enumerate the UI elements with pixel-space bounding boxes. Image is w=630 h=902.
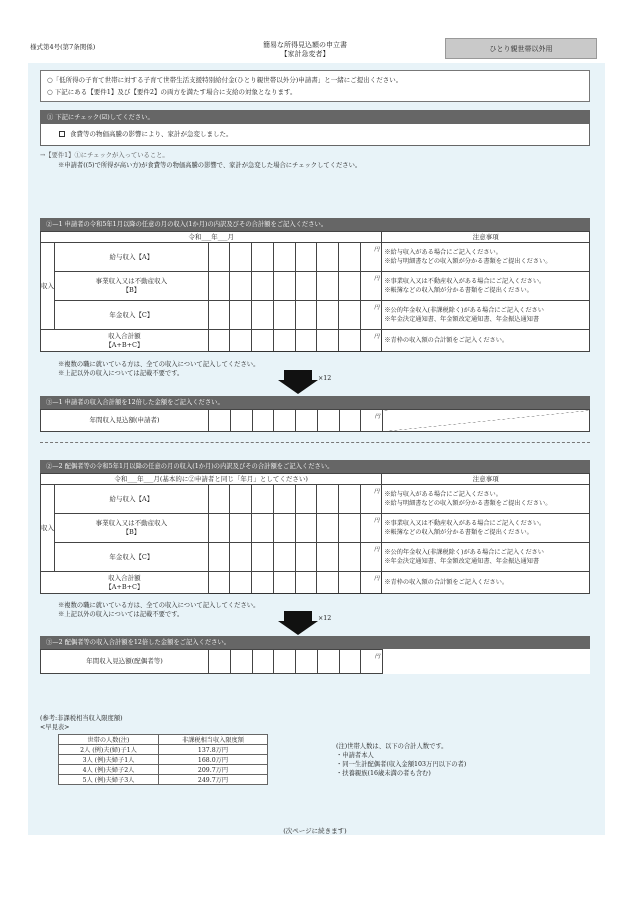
annual-income-applicant-label: 年間収入見込額(申請者): [41, 410, 209, 432]
annual-income-spouse-field[interactable]: 円: [209, 650, 383, 674]
business-income-note-spouse: ※事業収入又は不動産収入がある場合にご記入ください。 ※帳簿などの収入額が分かる書類をご提出ください。: [382, 514, 590, 543]
section1-box: [40, 110, 590, 146]
requirement1-note: →【要件1】①にチェックが入っていること。: [40, 152, 169, 159]
annual-income-spouse-label: 年間収入見込額(配偶者等): [41, 650, 209, 674]
salary-income-field-spouse[interactable]: 円: [208, 485, 382, 514]
reference-col1: 世帯の人数(注): [59, 735, 159, 745]
pension-income-label-spouse: 年金収入【C】: [54, 543, 208, 572]
section3-2-header: ③—2 配偶者等の収入合計額を12倍した金額をご記入ください。: [40, 636, 590, 649]
form-number: 様式第4号(第7条関係): [30, 43, 96, 51]
section3-1-table: [40, 409, 590, 432]
salary-income-field[interactable]: 円: [208, 243, 382, 272]
annual-income-applicant-field[interactable]: 円: [209, 410, 383, 432]
continued-footer: (次ページに続きます): [283, 827, 347, 835]
section1-note: ※申請者((5)で所得が高い方)が食費等の物価高騰の影響で、家計が急変した場合にチェックしてください。: [58, 162, 362, 169]
business-income-note: ※事業収入又は不動産収入がある場合にご記入ください。 ※帳簿などの収入額が分かる書類をご提出ください。: [382, 272, 590, 301]
section2-2-table: [40, 473, 590, 594]
income-total-field-spouse[interactable]: 円: [208, 572, 382, 594]
month-label: 令和___年___月: [41, 232, 382, 243]
multiplier-2: ×12: [318, 615, 332, 622]
reference-subtitle: <早見表>: [40, 724, 70, 731]
disabled-cell: [383, 410, 590, 432]
section3-2-table: [40, 649, 590, 674]
section2-2: [40, 460, 590, 594]
business-income-field-spouse[interactable]: 円: [208, 514, 382, 543]
section2-1-foot1: ※複数の職に就いている方は、全ての収入について記入してください。: [58, 361, 260, 368]
section3-2: [40, 636, 590, 674]
table-row: 3人 (例)夫婦子1人 168.0万円: [59, 755, 268, 765]
pension-income-note: ※公的年金収入(非課税除く)がある場合にご記入ください ※年金決定通知書、年金額改定通知書、年金振込通知書: [382, 301, 590, 330]
business-income-label-spouse: 事業収入又は不動産収入 【B】: [54, 514, 208, 543]
salary-income-label-spouse: 給与収入【A】: [54, 485, 208, 514]
section2-2-foot1: ※複数の職に就いている方は、全ての収入について記入してください。: [58, 602, 260, 609]
title-line1: 簡易な所得見込額の申立書: [263, 41, 347, 49]
section2-1-header: ②—1 申請者の令和5年1月以降の任意の月の収入(1か月)の内訳及びその合計額をご記入ください。: [40, 218, 590, 231]
page-title: [240, 41, 370, 59]
salary-income-note: ※給与収入がある場合にご記入ください。 ※給与明細書などの収入額が分かる書類をご提出ください。: [382, 243, 590, 272]
section2-2-header: ②—2 配偶者等の令和5年1月以降の任意の月の収入(1か月)の内訳及びその合計額をご記入ください。: [40, 460, 590, 473]
reference-title: (参考:非課税相当収入限度額): [40, 715, 123, 722]
reference-table: [58, 734, 268, 785]
section2-1-table: [40, 231, 590, 352]
income-total-note-spouse: ※青枠の収入額の合計額をご記入ください。: [382, 572, 590, 594]
income-total-field[interactable]: 円: [208, 330, 382, 352]
intro-line1: ○「低所得の子育て世帯に対する子育て世帯生活支援特別給付金(ひとり親世帯以外分)申請書」と一緒にご提出ください。: [47, 76, 403, 84]
income-total-label: 収入合計額 【A+B+C】: [41, 330, 209, 352]
down-arrow-icon-2: [284, 611, 312, 621]
pension-income-field[interactable]: 円: [208, 301, 382, 330]
empty-cell: [383, 650, 591, 674]
table-row: 2人 (例)夫(婦)子1人 137.8万円: [59, 745, 268, 755]
notes-header: 注意事項: [382, 232, 590, 243]
household-type-badge: ひとり親世帯以外用: [445, 38, 597, 59]
down-arrow-head-icon-2: [278, 621, 318, 635]
section2-1-foot2: ※上記以外の収入については記載不要です。: [58, 370, 184, 377]
pension-income-field-spouse[interactable]: 円: [208, 543, 382, 572]
business-income-label: 事業収入又は不動産収入 【B】: [54, 272, 208, 301]
divider: [40, 442, 590, 443]
down-arrow-icon: [284, 370, 312, 380]
intro-box: [40, 70, 590, 102]
table-row: 4人 (例)夫婦子2人 209.7万円: [59, 765, 268, 775]
income-total-label-spouse: 収入合計額 【A+B+C】: [41, 572, 209, 594]
income-side-label: 収入: [41, 243, 55, 330]
salary-income-note-spouse: ※給与収入がある場合にご記入ください。 ※給与明細書などの収入額が分かる書類をご提出ください。: [382, 485, 590, 514]
business-income-field[interactable]: 円: [208, 272, 382, 301]
pension-income-label: 年金収入【C】: [54, 301, 208, 330]
month-label-spouse: 令和___年___月(基本的に②申請者と同じ「年月」としてください): [41, 474, 382, 485]
income-total-note: ※青枠の収入額の合計額をご記入ください。: [382, 330, 590, 352]
down-arrow-head-icon: [278, 380, 318, 394]
salary-income-label: 給与収入【A】: [54, 243, 208, 272]
section1-checkbox-row[interactable]: [41, 124, 589, 143]
section2-1: [40, 218, 590, 352]
title-line2: 【家計急変者】: [280, 50, 330, 58]
checkbox-icon[interactable]: [59, 131, 65, 137]
section3-1-header: ③—1 申請者の収入合計額を12倍した金額をご記入ください。: [40, 396, 590, 409]
section2-2-foot2: ※上記以外の収入については記載不要です。: [58, 611, 184, 618]
section3-1: [40, 396, 590, 432]
multiplier-1: ×12: [318, 375, 332, 382]
table-row: 5人 (例)夫婦子3人 249.7万円: [59, 775, 268, 785]
income-side-label-spouse: 収入: [41, 485, 55, 572]
pension-income-note-spouse: ※公的年金収入(非課税除く)がある場合にご記入ください ※年金決定通知書、年金額改定通知書、年金振込通知書: [382, 543, 590, 572]
section1-header: ① 下記にチェック(☑)してください。: [41, 111, 589, 124]
notes-header-spouse: 注意事項: [382, 474, 590, 485]
intro-line2: ○ 下記にある【要件1】及び【要件2】の両方を満たす場合に支給の対象となります。: [47, 88, 297, 96]
reference-col2: 非課税相当収入限度額: [158, 735, 267, 745]
checkbox-label: 食費等の物価高騰の影響により、家計が急変しました。: [70, 130, 233, 138]
reference-note: (注)世帯人数は、以下の合計人数です。 ・申請者本人 ・同一生計配偶者(収入金額103万円以下の者) ・扶養親族(16歳未満の者も含む): [336, 743, 467, 777]
